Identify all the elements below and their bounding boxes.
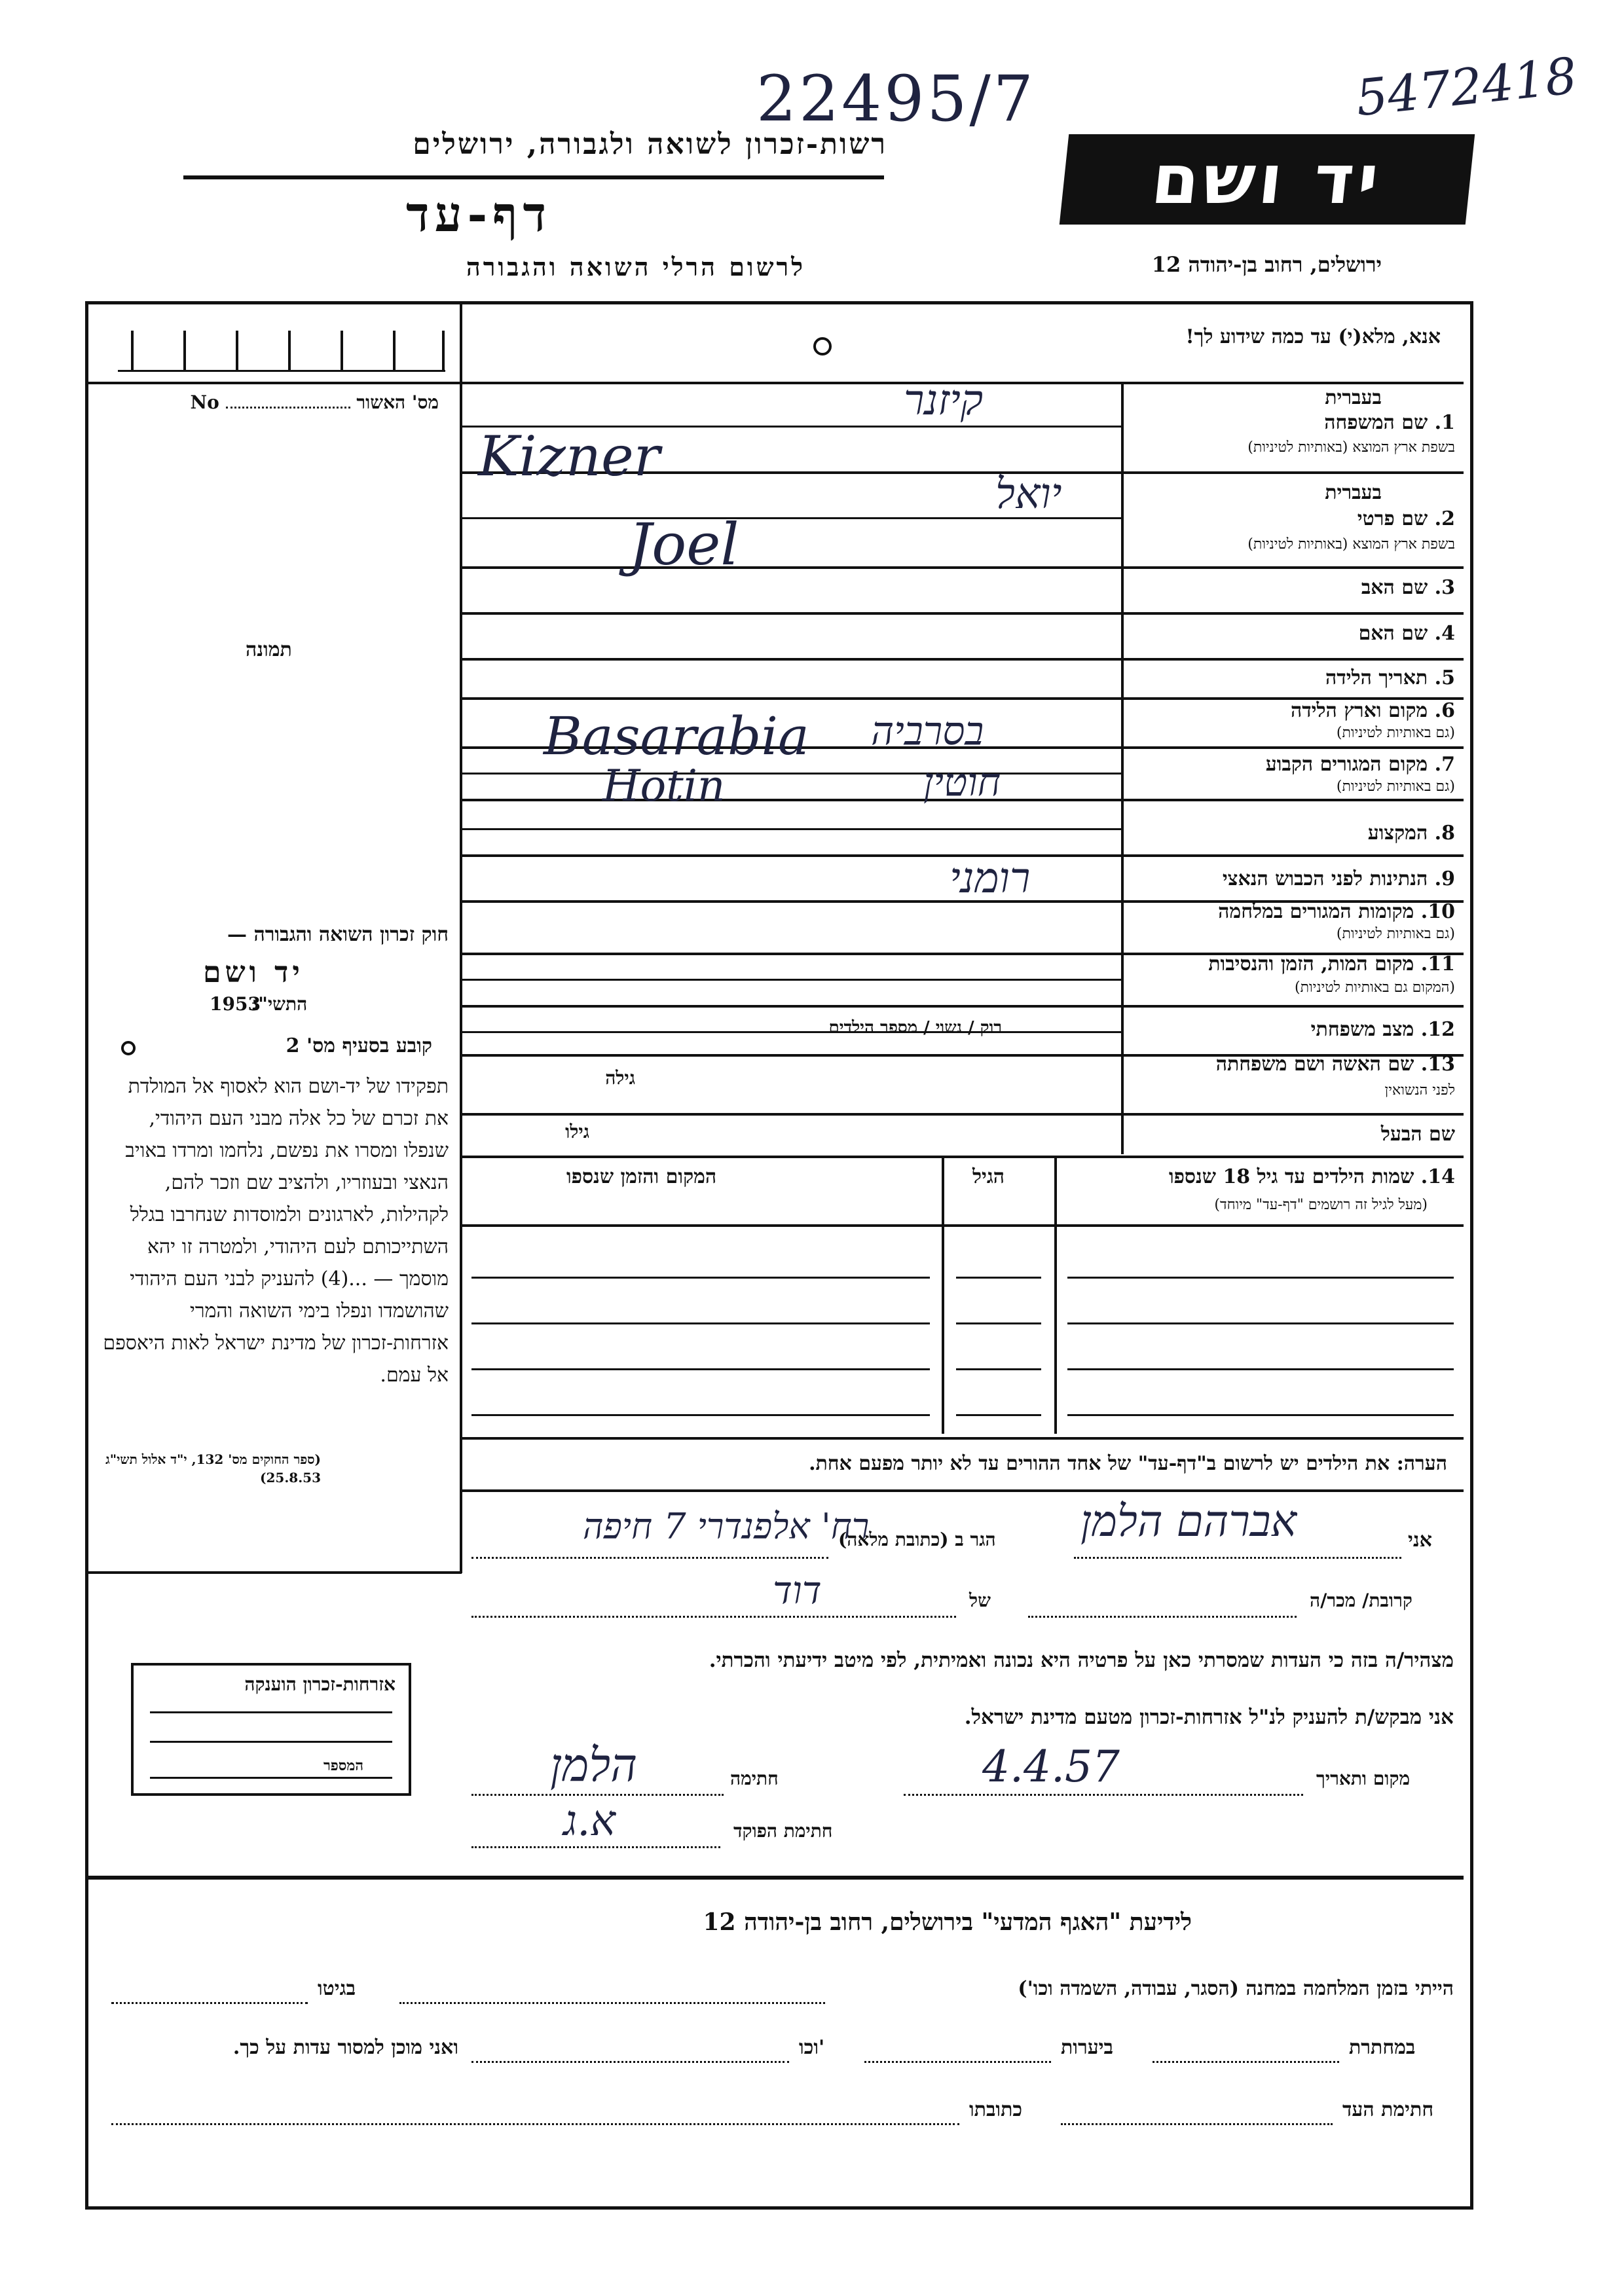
place-date-value: 4.4.57 [982,1741,1120,1792]
logo-text: יד ושם [1148,139,1386,219]
citizenship-title: אזרחות-זכרון הוענקה [244,1673,396,1695]
bottom-title: לידיעת "האגף המדעי" בירושלים, רחוב בן-יהודה 12 [703,1908,1192,1936]
declarant-name-value: אברהם הלמן [1080,1496,1297,1546]
declaration-statement: מצהיר/ה בזה כי העדות שמסרתי כאן על פרטיה היא נכונה ואמיתית, לפי מיטב ידיעתי והכרתי. [709,1649,1454,1672]
signature-value: הלמן [550,1738,638,1792]
marital-options: רוק / נשוי / מספר הילדים [828,1018,1002,1038]
field-9-label: 9. הנתינות לפני הכבוש הנאצי [1222,867,1455,890]
field-13-label: 13. שם האשה ושם משפחתה [1215,1053,1455,1076]
declaration-ani: אני [1408,1529,1432,1552]
field-7-sub: (גם באותיות לטיניות) [1336,778,1455,795]
surname-latin-value: Kizner [478,424,660,488]
relation-value: דוד [773,1568,822,1613]
field-13-sub: לפני הנשואין [1384,1082,1455,1099]
field-4-label: 4. שם האם [1358,622,1455,645]
law-title: חוק זכרון השואה והגבורה — [227,923,449,946]
field-5-label: 5. תאריך הלידה [1325,666,1455,689]
declaration-residing: הגר ב (כתובת מלאה) [838,1529,996,1550]
relation-label: קרובת/ מכר/ה [1310,1590,1412,1611]
field-12-label: 12. מצב משפחתי [1310,1018,1455,1041]
citizenship-box [131,1663,411,1796]
nationality-he-value: רומני [950,854,1031,903]
field-11-sub: (המקום גם באותיות לטיניות) [1295,979,1455,996]
field-1-sub: בשפת ארץ המוצא (באותיות לטיניות) [1247,439,1455,456]
digit-boxes [118,324,445,372]
law-year-he: התשי"ג [252,993,308,1015]
instructions: אנא, מלא(י) עד כמה שידוע לך! [1185,325,1441,348]
law-section: קובע בסעיף מס' 2 [286,1034,432,1057]
stamp-number: 5472418 [1353,46,1580,128]
field-6-sub: (גם באותיות לטיניות) [1336,725,1455,741]
signature-label: חתימה [730,1768,779,1789]
residence-latin-value: Hotin [602,761,726,811]
hole-punch-icon [121,1041,136,1055]
firstname-latin-value: Joel [629,511,739,578]
birthplace-he-value: בסרביה [871,708,984,754]
address: ירושלים, רחוב בן-יהודה 12 [1151,252,1382,277]
divider-left [460,382,462,1573]
children-age-header: הגיל [972,1165,1005,1188]
yad-vashem-logo [1060,134,1475,225]
bottom-line1: הייתי בזמן המלחמה במחנה (הסגר, עבודה, השמדה וכו') [1018,1977,1454,2000]
field-11-label: 11. מקום המות, הזמן והנסיבות [1208,953,1455,975]
witness-addr-label: כתובתו [969,2098,1023,2121]
form-subtitle: לרשום הרלי השואה והגבורה [466,252,805,282]
hebrew-tag-1: בעברית [1325,386,1382,409]
hline-topstrip [88,382,1464,384]
approval-label: מס' האשור No [190,392,439,413]
law-logo: יד ושם [203,956,304,989]
witness-sig-label: חתימת העד [1342,2098,1434,2121]
of-label: של [969,1590,991,1611]
field-10-label: 10. מקומות המגורים במלחמה [1218,900,1455,923]
hebrew-tag-2: בעברית [1325,481,1382,504]
etc-label: וכו' [799,2036,825,2059]
photo-label: תמונה [246,638,292,661]
law-body: תפקידו של יד-ושם הוא לאסוף אל המולדת את זכרם של כל אלה מבני העם היהודי, שנפלו ומסרו את נפשם, נלחמו ומרדו באויב הנאצי ובעוזריו, ולהציב שם וזכר להם, לקהילות, לארגונים ולמוסדות שנחרבו בגלל השתייכותם לעם היהודי, ולמטרה זו יהא מוסמך — ...(4) להעניק לבני העם היהודי שהושמדו ונפלו בימי השואה והמרי אזרחות-זכרון של מדינת ישראל לאות היאספם אל עמם. [103,1075,449,1387]
wife-age-label: גילה [605,1067,635,1089]
husband-age-label: גילו [565,1121,589,1142]
forests-label: ביערות [1061,2036,1114,2059]
field-3-label: 3. שם האב [1361,576,1455,599]
birthplace-latin-value: Basarabia [544,706,809,767]
surname-he-value: קיזנר [904,376,984,425]
law-ref: (ספר החוקים מס' 132, י"ד אלול תשי"ג 25.8.53) [105,1451,321,1485]
law-year: 1953 [210,993,261,1015]
ready-label: ואני מוכן למסור עדות על כך. [232,2036,458,2059]
inspector-label: חתימת הפוקד [733,1820,833,1842]
divider-topstrip [460,304,462,382]
residence-he-value: חוטין [923,759,1001,805]
inspector-value: א.ג [563,1797,616,1846]
org-line: רשות-זכרון לשואה ולגבורה, ירושלים [413,128,887,161]
partisans-label: במחתרת [1349,2036,1416,2059]
field-6-label: 6. מקום וארץ הלידה [1290,699,1455,722]
children-sub: (מעל לגיל זה רושמים "דף-עד" מיוחד) [1214,1197,1428,1213]
firstname-he-value: יואל [995,470,1062,519]
children-label: 14. שמות הילדים עד גיל 18 שנספו [1168,1165,1455,1188]
field-10-sub: (גם באותיות לטיניות) [1336,926,1455,942]
children-col-2 [1054,1156,1057,1434]
children-col-1 [942,1156,944,1434]
declarant-address-value: רח' אלפנדרי 7 חיפה [583,1506,870,1547]
field-2-sub: בשפת ארץ המוצא (באותיות לטיניות) [1247,536,1455,553]
divider-labels [1121,382,1124,1154]
children-place-header: המקום והזמן שנספו [566,1165,717,1188]
husband-label: שם הבעל [1380,1123,1455,1146]
field-7-label: 7. מקום המגורים הקבוע [1265,753,1455,776]
hole-punch-icon [813,337,832,355]
bottom-separator [88,1876,1464,1880]
law-bottom-line [88,1571,462,1574]
place-date-label: מקום ותאריך [1316,1768,1411,1789]
field-2-label: 2. שם פרטי [1357,507,1455,530]
children-note: הערה: את הילדים יש לרשום ב"דף-עד" של אחד ההורים עד לא יותר מפעם אחת. [809,1452,1447,1475]
citizenship-number-label: המספר [323,1757,363,1774]
field-8-label: 8. המקצוע [1367,822,1455,845]
declaration-request: אני מבקש/ת להעניק לנ"ל אזרחות-זכרון מטעם מדינת ישראל. [964,1705,1454,1729]
ghetto-label: בגיטו [318,1977,356,2000]
field-1-label: 1. שם המשפחה [1324,411,1455,434]
form-title: דף-עד [406,187,552,243]
org-underline [183,175,884,179]
archive-number: 22495/7 [756,62,1036,136]
